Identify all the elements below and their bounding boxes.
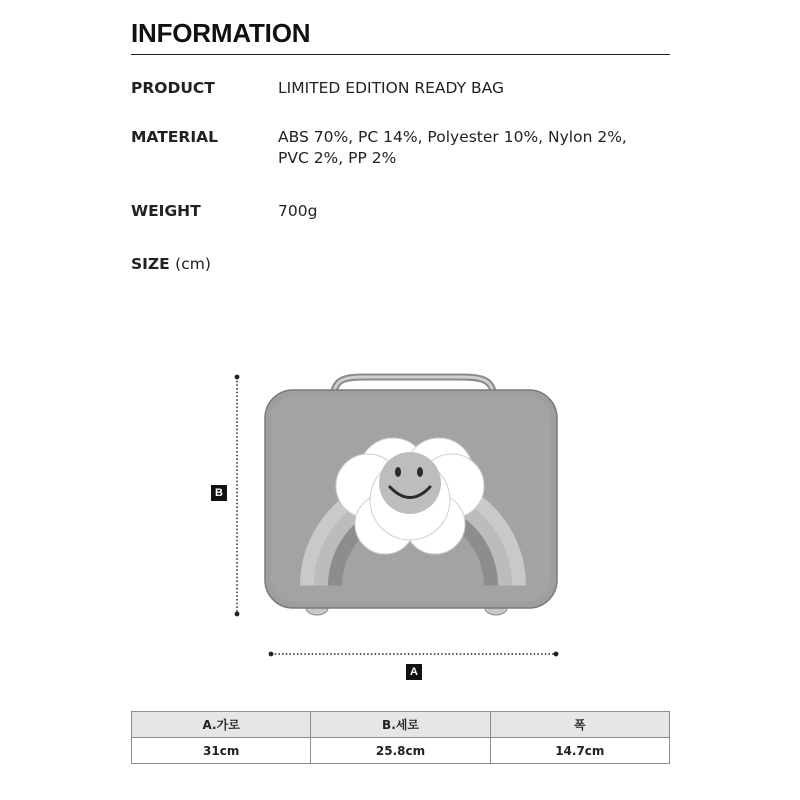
size-table-cell-depth: 14.7cm xyxy=(490,738,669,764)
size-table xyxy=(131,711,670,764)
material-label: MATERIAL xyxy=(131,128,218,146)
height-dimension-line xyxy=(235,375,240,617)
size-table-header-depth: 폭 xyxy=(490,712,669,738)
width-dimension-line xyxy=(269,652,559,657)
weight-label: WEIGHT xyxy=(131,202,201,220)
page-title: INFORMATION xyxy=(131,18,311,48)
size-table-row xyxy=(132,738,670,764)
size-table-cell-height: 25.8cm xyxy=(311,738,490,764)
size-label-text: SIZE xyxy=(131,255,170,273)
smiley-face xyxy=(379,452,441,514)
size-unit: (cm) xyxy=(175,255,211,273)
weight-value: 700g xyxy=(278,202,318,220)
product-value: LIMITED EDITION READY BAG xyxy=(278,79,504,97)
size-table-header-height: B.세로 xyxy=(311,712,490,738)
material-line-1: ABS 70%, PC 14%, Polyester 10%, Nylon 2%, xyxy=(278,128,627,146)
size-table-header-width: A.가로 xyxy=(132,712,311,738)
size-table-cell-width: 31cm xyxy=(132,738,311,764)
width-dimension-tag: A xyxy=(406,664,422,680)
height-dimension-tag: B xyxy=(211,485,227,501)
size-table-header-row xyxy=(132,712,670,738)
bag-illustration xyxy=(265,377,557,615)
material-line-2: PVC 2%, PP 2% xyxy=(278,149,397,167)
product-label: PRODUCT xyxy=(131,79,215,97)
